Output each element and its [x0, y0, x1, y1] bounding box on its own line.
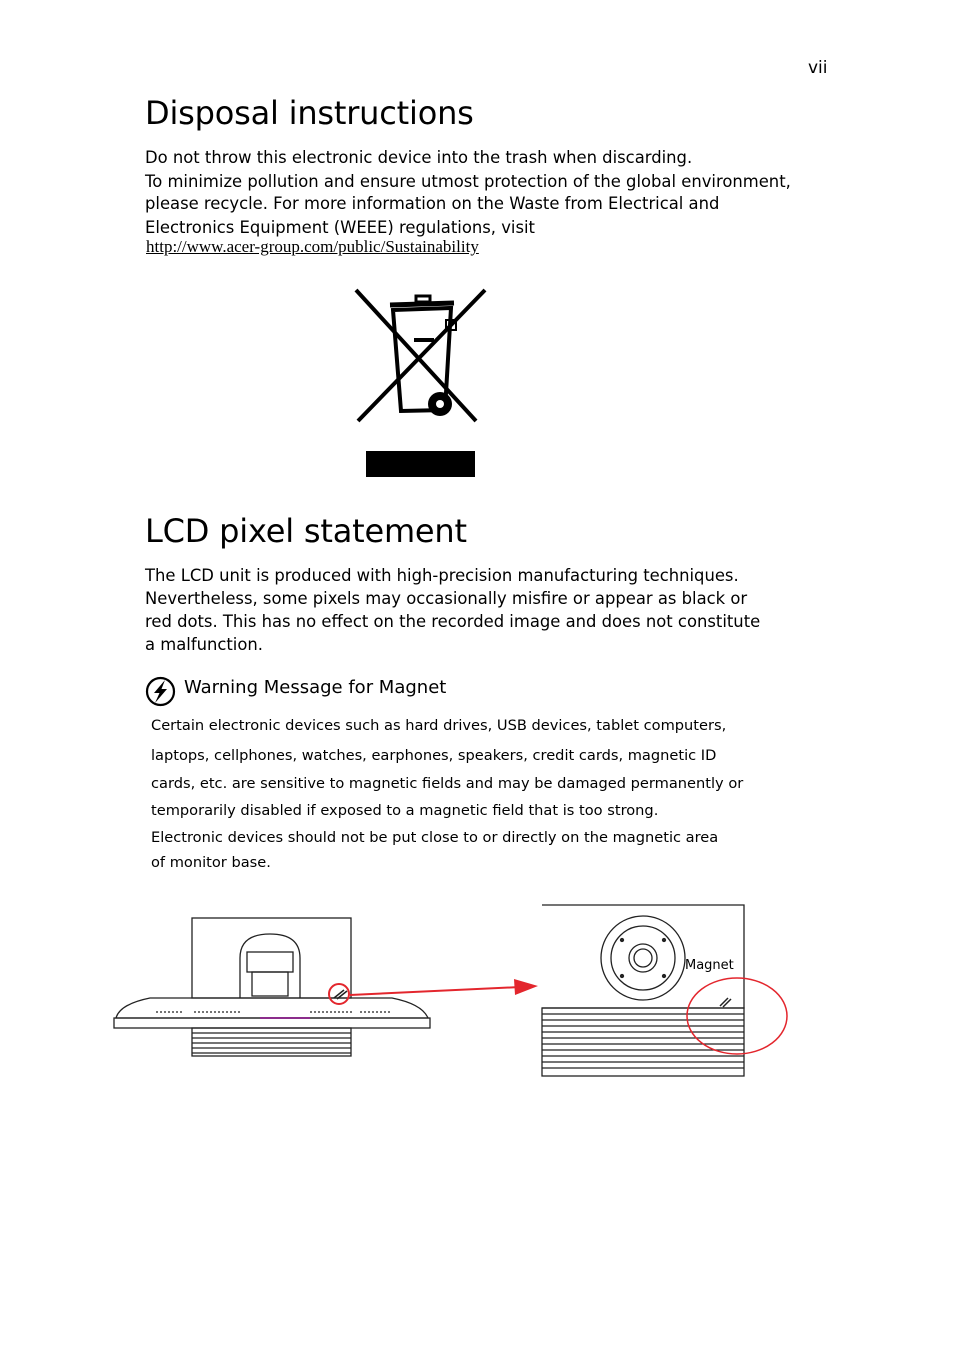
warning-title: Warning Message for Magnet	[184, 677, 447, 698]
magnet-highlight-large	[687, 978, 787, 1054]
magnet-label: Magnet	[685, 958, 734, 973]
lcd-line-2: Nevertheless, some pixels may occasionally misfire or appear as black or	[145, 589, 748, 608]
disposal-line-1: Do not throw this electronic device into the trash when discarding.	[145, 148, 693, 167]
lightning-icon	[145, 676, 176, 707]
disposal-title: Disposal instructions	[145, 94, 474, 132]
weee-bar	[366, 451, 475, 477]
disposal-line-3: please recycle. For more information on the Waste from Electrical and	[145, 194, 720, 213]
sustainability-link[interactable]: http://www.acer-group.com/public/Sustainability	[146, 237, 479, 256]
lcd-line-3: red dots. This has no effect on the recorded image and does not constitute	[145, 612, 761, 631]
monitor-top-view	[114, 918, 430, 1056]
monitor-base-diagram	[110, 900, 800, 1085]
arrow-icon	[514, 979, 538, 995]
page-number: vii	[808, 58, 828, 78]
lcd-title: LCD pixel statement	[145, 512, 467, 550]
warning-line-1: Certain electronic devices such as hard drives, USB devices, tablet computers,	[151, 717, 727, 734]
warning-line-5: Electronic devices should not be put close to or directly on the magnetic area	[151, 829, 719, 846]
disposal-line-4: Electronics Equipment (WEEE) regulations, visit	[145, 218, 535, 237]
warning-line-3: cards, etc. are sensitive to magnetic fields and may be damaged permanently or	[151, 775, 744, 792]
lcd-line-1: The LCD unit is produced with high-precision manufacturing techniques.	[145, 566, 739, 585]
weee-bin-icon	[350, 284, 490, 429]
warning-line-6: of monitor base.	[151, 854, 271, 871]
lcd-line-4: a malfunction.	[145, 635, 263, 654]
warning-line-4: temporarily disabled if exposed to a magnetic field that is too strong.	[151, 802, 659, 819]
disposal-line-2: To minimize pollution and ensure utmost protection of the global environment,	[145, 172, 791, 191]
warning-line-2: laptops, cellphones, watches, earphones, speakers, credit cards, magnetic ID	[151, 747, 717, 764]
